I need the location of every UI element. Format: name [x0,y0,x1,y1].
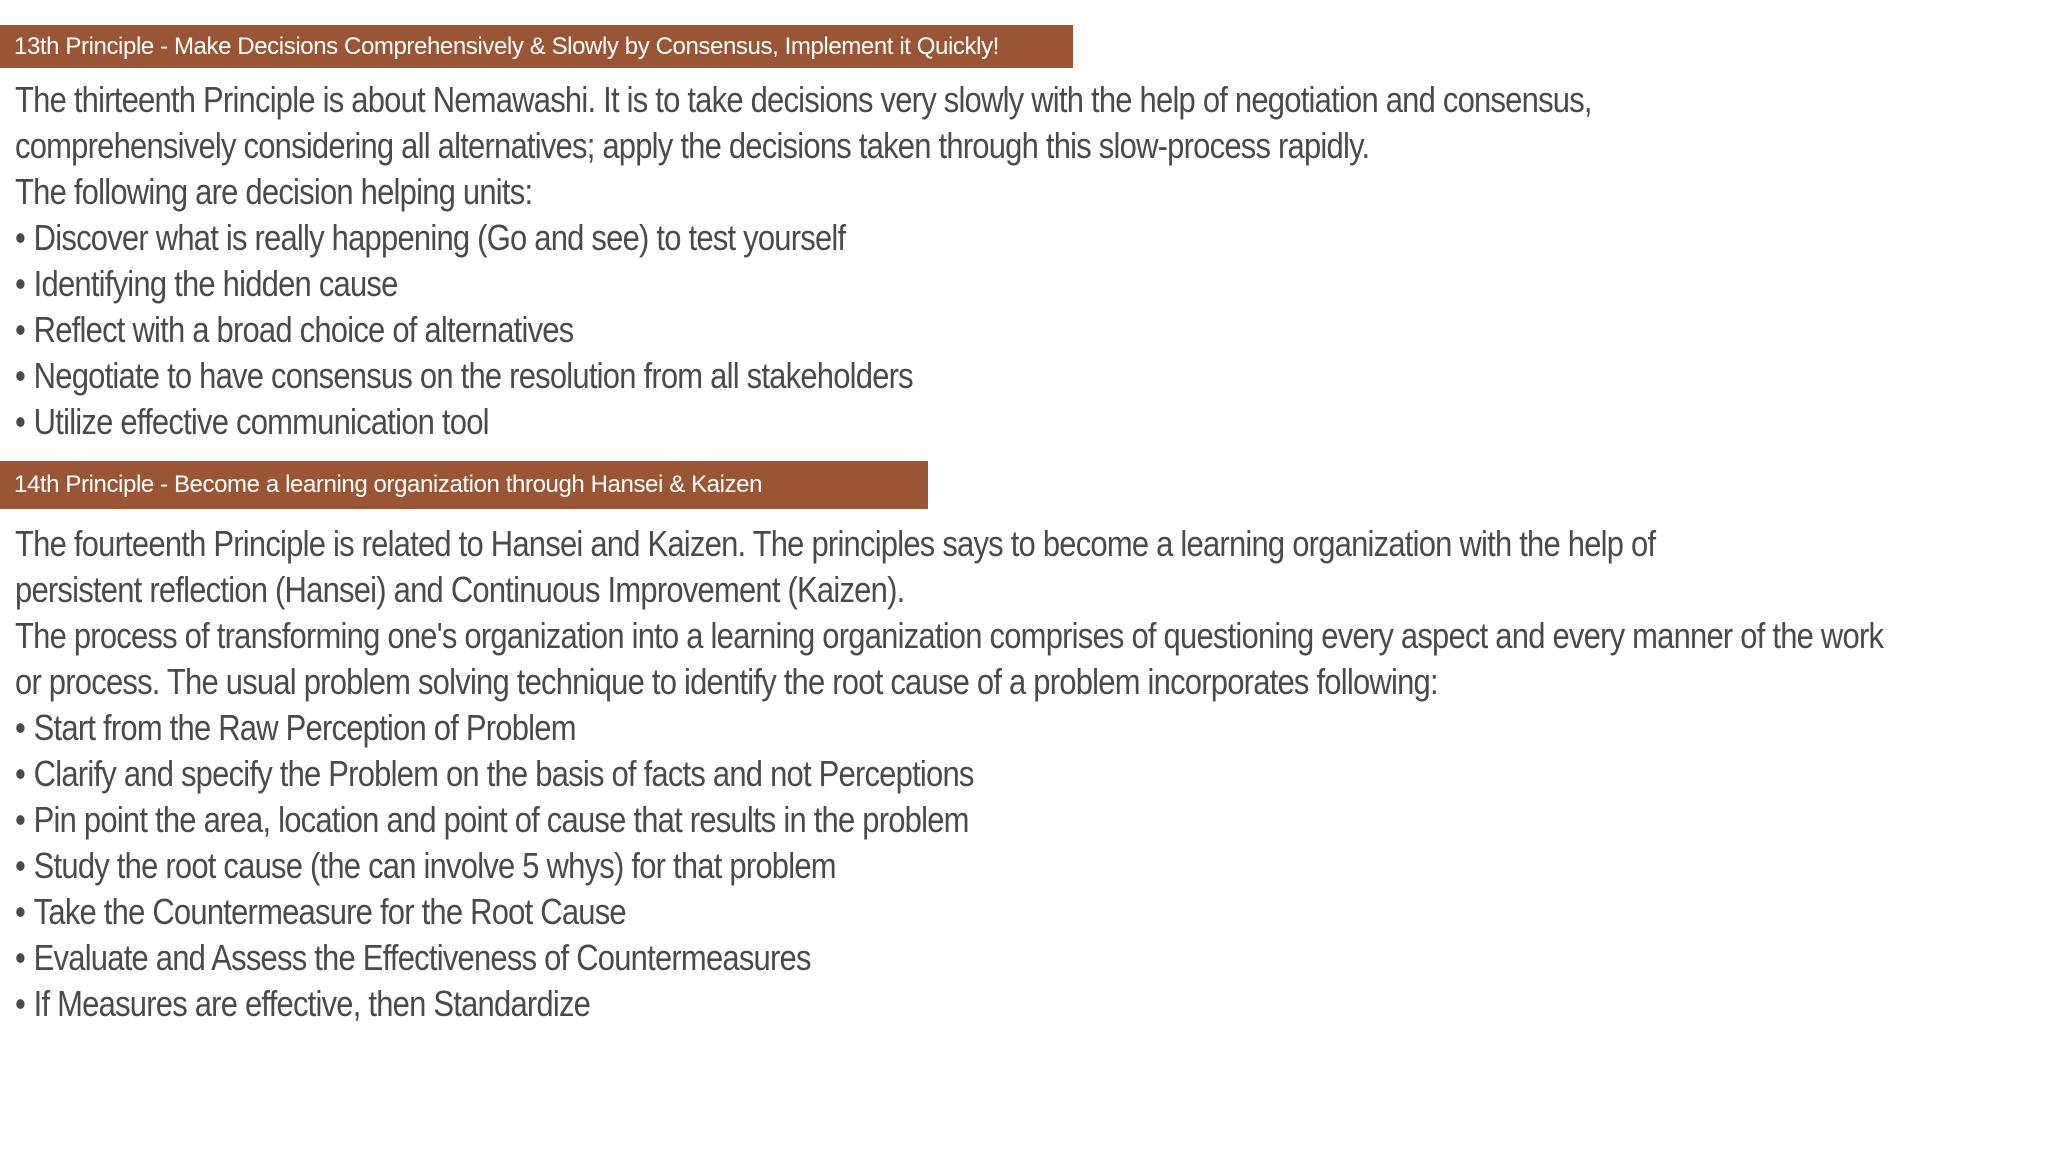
principle-14-bullet: • Pin point the area, location and point of cause that results in the problem [15,797,1883,843]
principle-14-line: The process of transforming one's organization into a learning organization comprises of questioning every aspect and every manner of the work [15,615,1884,656]
principle-13-bullet: • Identifying the hidden cause [15,261,1592,307]
principle-13-heading-banner [0,25,1073,68]
principle-14-bullet: • Take the Countermeasure for the Root Cause [15,889,1883,935]
principle-13-body [15,77,1592,445]
principle-14-line: persistent reflection (Hansei) and Continuous Improvement (Kaizen). [15,569,905,610]
principle-13-bullet: • Reflect with a broad choice of alternatives [15,307,1592,353]
principle-13-bullet: • Discover what is really happening (Go and see) to test yourself [15,215,1592,261]
principle-14-bullet: • Clarify and specify the Problem on the basis of facts and not Perceptions [15,751,1883,797]
principle-14-bullet: • Evaluate and Assess the Effectiveness of Countermeasures [15,935,1883,981]
principle-14-line: or process. The usual problem solving technique to identify the root cause of a problem incorporates following: [15,661,1438,702]
principle-14-bullet: • Start from the Raw Perception of Problem [15,705,1883,751]
principle-13-bullet: • Utilize effective communication tool [15,399,1592,445]
principle-13-heading: 13th Principle - Make Decisions Comprehensively & Slowly by Consensus, Implement it Quickly! [14,32,999,60]
principle-14-bullet-list [15,705,1883,1027]
principle-13-bullet: • Negotiate to have consensus on the resolution from all stakeholders [15,353,1592,399]
principle-14-line: The fourteenth Principle is related to Hansei and Kaizen. The principles says to become a learning organization with the help of [15,523,1656,564]
principle-14-bullet: • Study the root cause (the can involve 5 whys) for that problem [15,843,1883,889]
principle-14-heading-banner [0,461,928,509]
principle-13-bullet-list [15,215,1592,445]
principle-13-line: comprehensively considering all alternatives; apply the decisions taken through this slow-process rapidly. [15,125,1370,166]
principle-13-line: The following are decision helping units: [15,171,533,212]
principle-14-heading: 14th Principle - Become a learning organization through Hansei & Kaizen [14,471,763,498]
principle-14-body [15,521,1883,1027]
principle-14-bullet: • If Measures are effective, then Standardize [15,981,1883,1027]
principle-13-line: The thirteenth Principle is about Nemawashi. It is to take decisions very slowly with the help of negotiation and consensus, [15,79,1592,120]
